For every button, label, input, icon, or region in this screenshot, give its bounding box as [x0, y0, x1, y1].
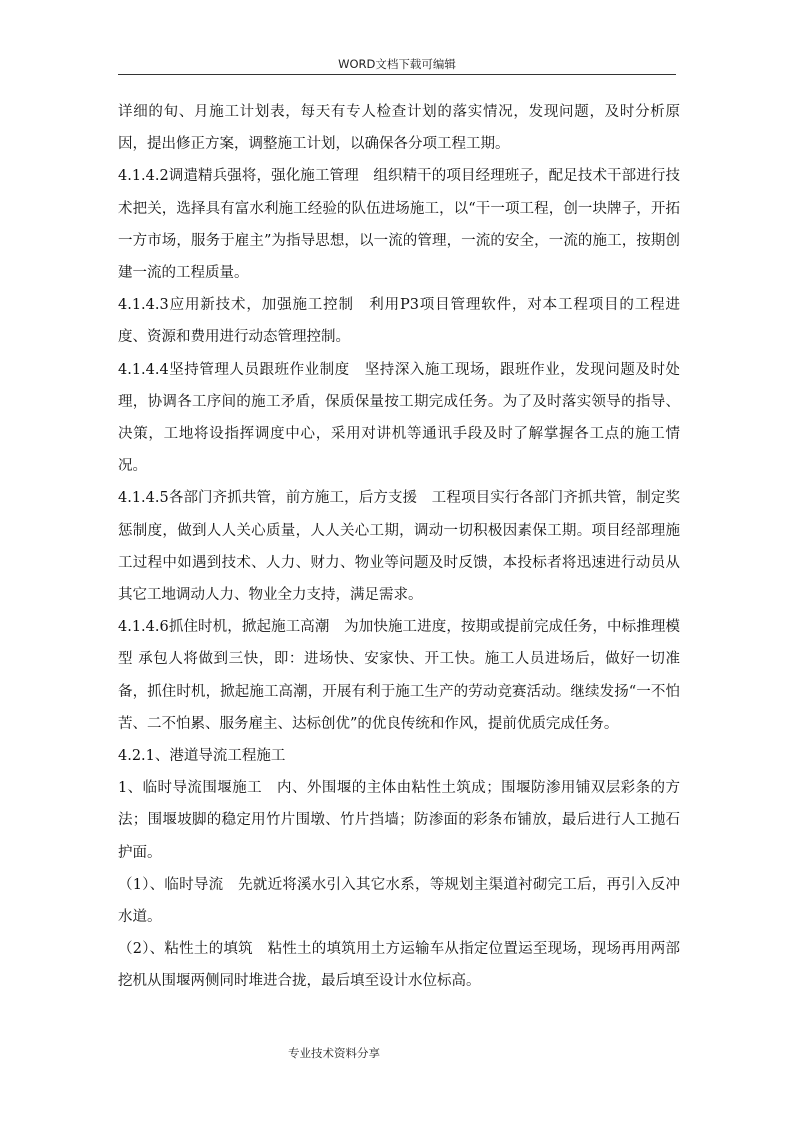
paragraph-4-1-4-2: 4.1.4.2调遣精兵强将，强化施工管理 组织精干的项目经理班子，配足技术干部进行技术把关，选择具有富水利施工经验的队伍进场施工，以“干一项工程，创一块牌子，开拓一方市场，服务于雇主”为指导思想，以一流的管理，一流的安全，一流的施工，按期创建一流的工程质量。 [118, 168, 680, 282]
paragraph-4-1-4-6: 4.1.4.6抓住时机，掀起施工高潮 为加快施工进度，按期或提前完成任务，中标推理模型 承包人将做到三快，即：进场快、安家快、开工快。施工人员进场后，做好一切准备，抓住时机，掀起施工高潮，开展有利于施工生产的劳动竞赛活动。继续发扬“一不怕苦、二不怕累、服务雇主、达标创优”的优良传统和作风，提前优质完成任务。 [118, 619, 680, 732]
paragraph-cofferdam: 1、临时导流围堰施工 内、外围堰的主体由粘性土筑成；围堰防渗用铺双层彩条的方法；围堰坡脚的稳定用竹片围墩、竹片挡墙；防渗面的彩条布铺放，最后进行人工抛石护面。 [118, 780, 680, 861]
paragraph-clay-filling: （2）、粘性土的填筑 粘性土的填筑用土方运输车从指定位置运至现场，现场再用两部挖机从围堰两侧同时堆进合拢，最后填至设计水位标高。 [118, 941, 680, 990]
page-footer: 专业技术资料分享 [288, 1046, 380, 1060]
section-heading-4-2-1: 4.2.1、港道导流工程施工 [118, 748, 286, 765]
paragraph-4-1-4-4: 4.1.4.4坚持管理人员跟班作业制度 坚持深入施工现场，跟班作业，发现问题及时处理，协调各工序间的施工矛盾，保质保量按工期完成任务。为了及时落实领导的指导、决策，工地将设指挥调度中心，采用对讲机等通讯手段及时了解掌握各工点的施工情况。 [118, 361, 680, 475]
paragraph-4-1-4-3: 4.1.4.3应用新技术，加强施工控制 利用P3项目管理软件，对本工程项目的工程进度、资源和费用进行动态管理控制。 [118, 297, 680, 346]
paragraph-schedule-plan: 详细的旬、月施工计划表，每天有专人检查计划的落实情况，发现问题，及时分析原因，提出修正方案，调整施工计划，以确保各分项工程工期。 [118, 104, 680, 153]
paragraph-temporary-diversion: （1）、临时导流 先就近将溪水引入其它水系，等规划主渠道衬砌完工后，再引入反冲水道。 [118, 876, 680, 926]
header-divider [118, 74, 676, 75]
page-header: WORD文档下载可编辑 [338, 57, 456, 71]
document-body [118, 96, 680, 998]
paragraph-4-1-4-5: 4.1.4.5各部门齐抓共管，前方施工，后方支援 工程项目实行各部门齐抓共管，制定奖惩制度，做到人人关心质量，人人关心工期，调动一切积极因素保工期。项目经部理施工过程中如遇到技术、人力、财力、物业等问题及时反馈，本投标者将迅速进行动员从其它工地调动人力、物业全力支持，满足需求。 [118, 490, 680, 604]
